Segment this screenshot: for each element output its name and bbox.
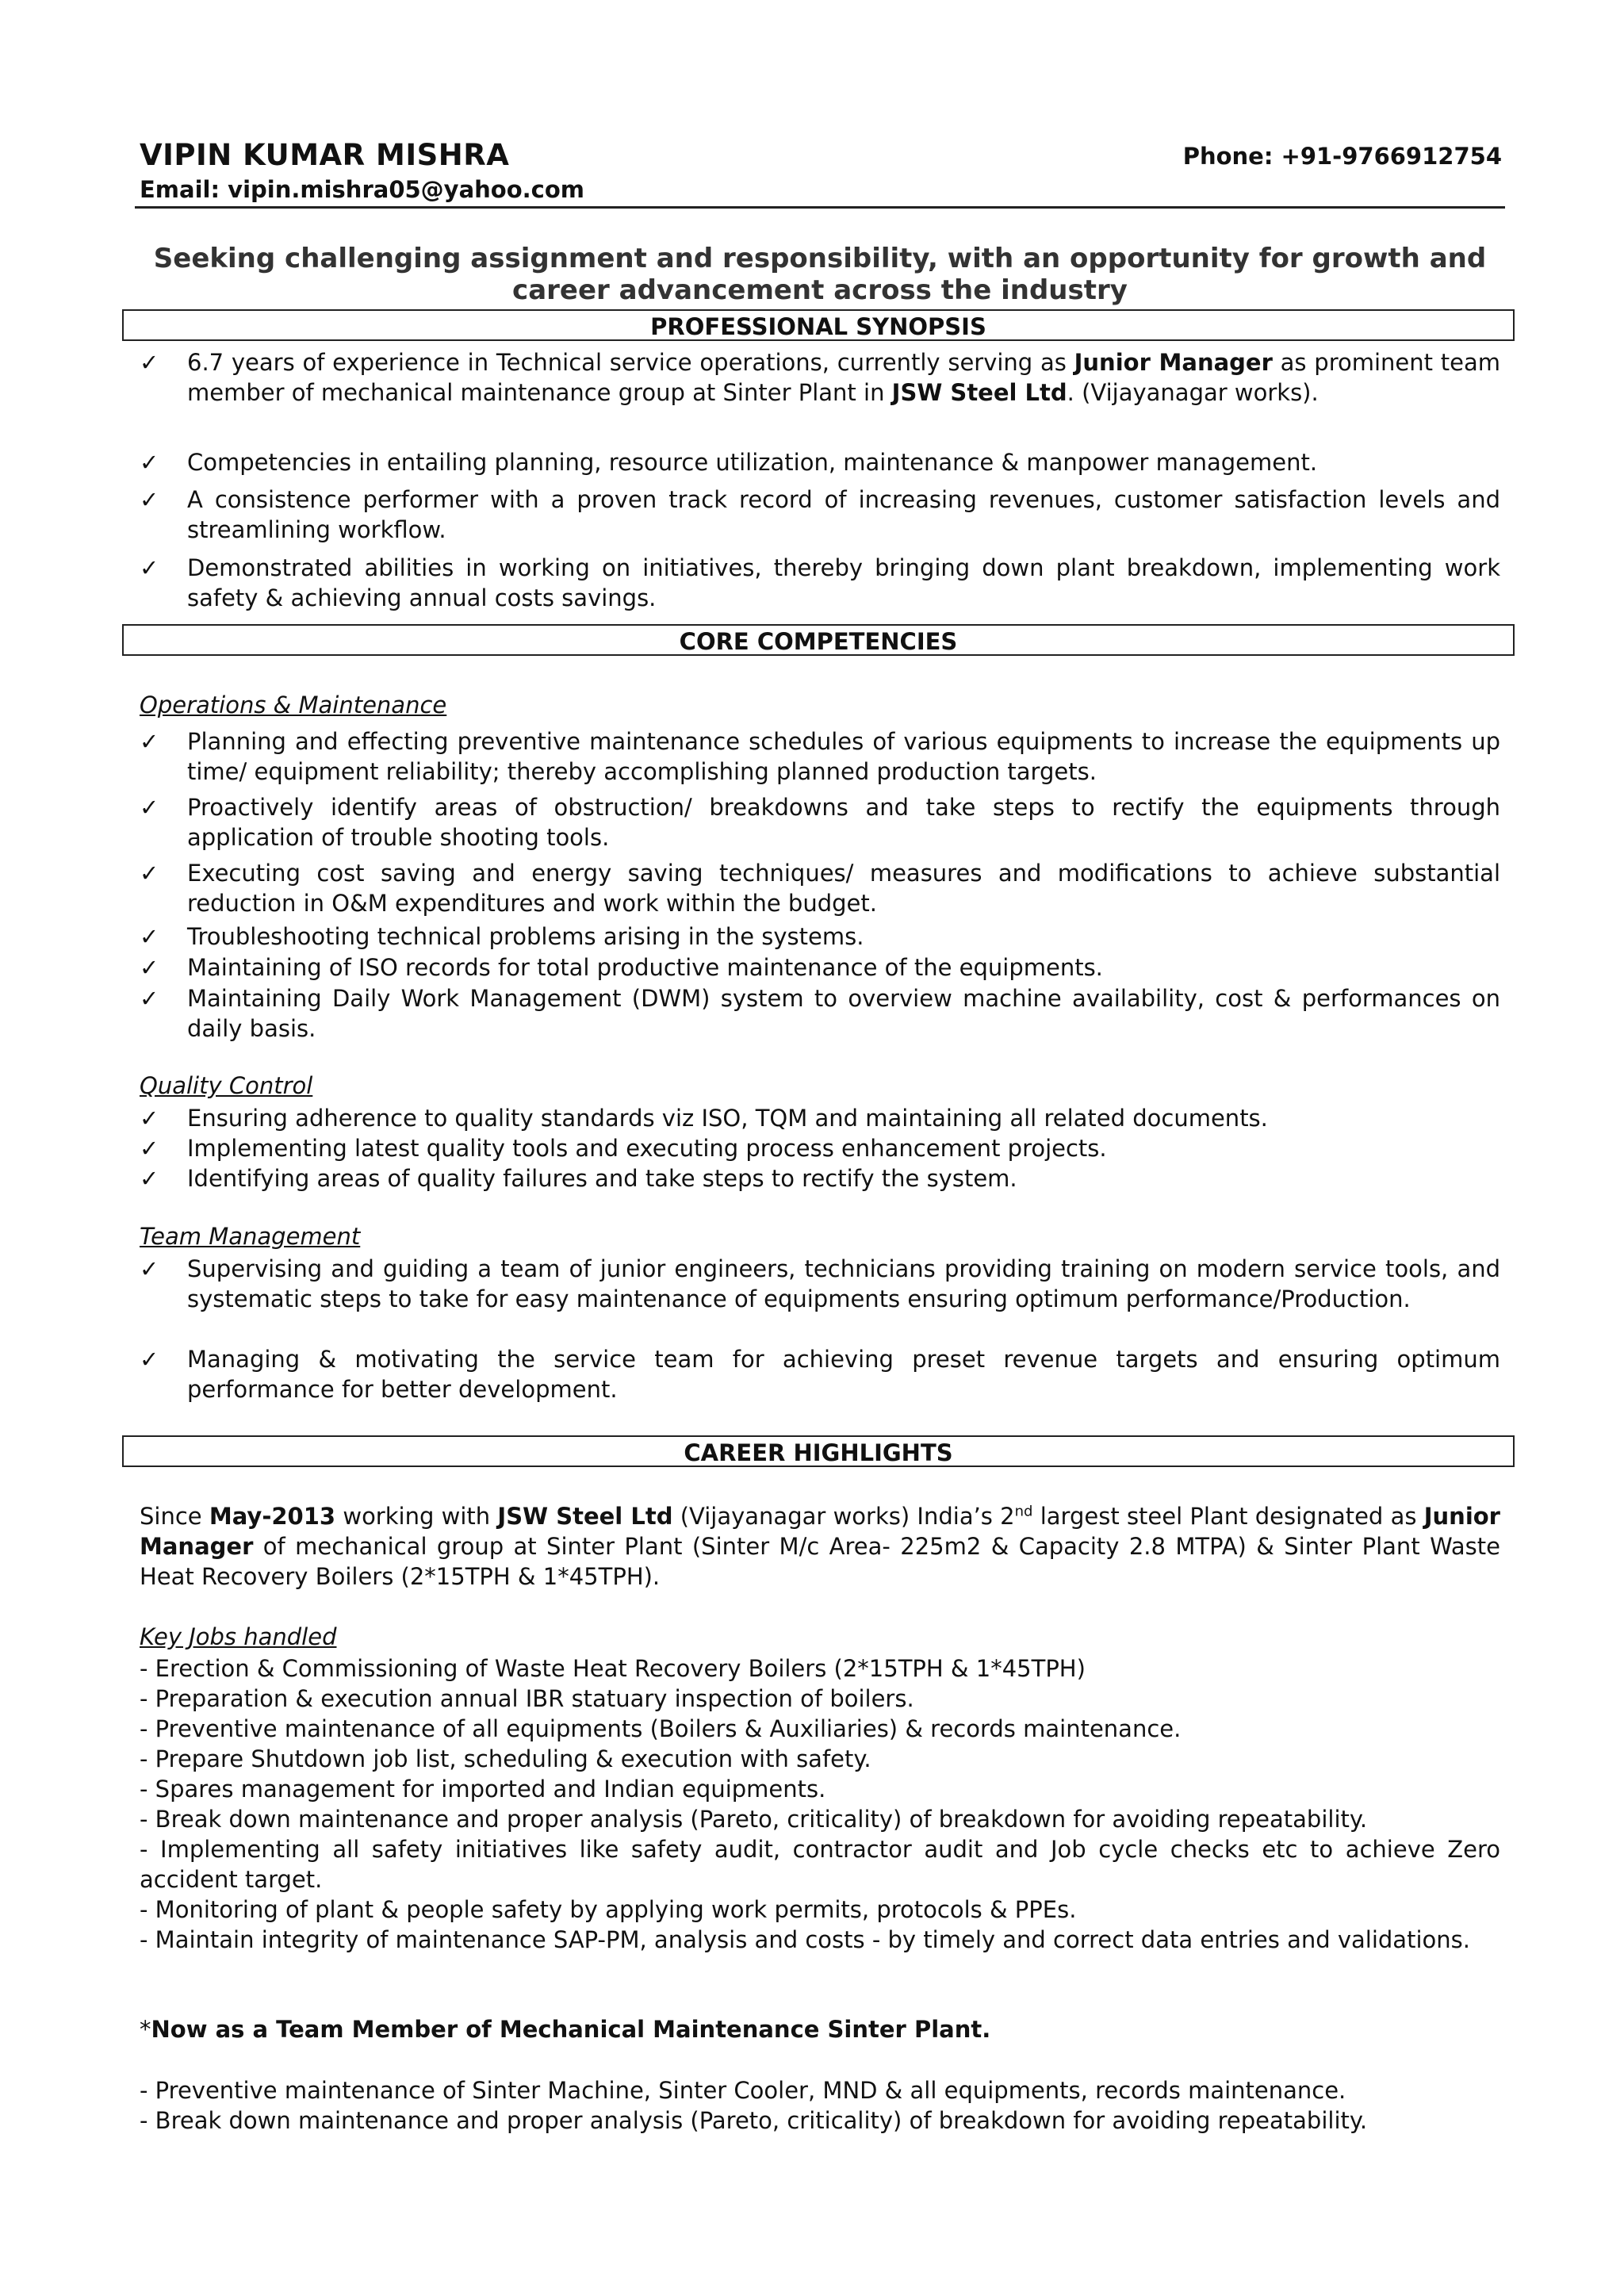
job-item: - Spares management for imported and Indian equipments. [140,1776,826,1803]
current-role-note: *Now as a Team Member of Mechanical Maintenance Sinter Plant. [140,2016,991,2043]
check-icon: ✓ [140,1346,159,1373]
competency-item: ✓ Maintaining Daily Work Management (DWM) system to overview machine availability, cost & performances on daily basis. [140,985,1500,1042]
job-item: - Break down maintenance and proper analysis (Pareto, criticality) of breakdown for avoiding repeatability. [140,1806,1368,1833]
synopsis-item: ✓ 6.7 years of experience in Technical service operations, currently serving as Junior Manager as prominent team member of mechanical maintenance group at Sinter Plant in JSW Steel Ltd. (Vijayanagar works). [140,349,1501,406]
check-icon: ✓ [140,794,159,821]
job-item: - Prepare Shutdown job list, scheduling & execution with safety. [140,1745,871,1772]
check-icon: ✓ [140,954,159,981]
competency-item: ✓ Maintaining of ISO records for total productive maintenance of the equipments. [140,954,1103,981]
synopsis-item: ✓ Demonstrated abilities in working on initiatives, thereby bringing down plant breakdown, implementing work safety & achieving annual costs savings. [140,554,1500,611]
competency-item: ✓ Supervising and guiding a team of junior engineers, technicians providing training on modern service tools, and systematic steps to take for easy maintenance of equipments ensuring optimum performance/Production. [140,1255,1500,1312]
job-item: - Monitoring of plant & people safety by applying work permits, protocols & PPEs. [140,1896,1077,1923]
current-job-item: - Preventive maintenance of Sinter Machine, Sinter Cooler, MND & all equipments, records maintenance. [140,2077,1346,2104]
subheading-team: Team Management [140,1223,361,1250]
job-item: - Preventive maintenance of all equipments (Boilers & Auxiliaries) & records maintenance. [140,1715,1182,1742]
check-icon: ✓ [140,923,159,950]
competency-item: ✓ Executing cost saving and energy saving techniques/ measures and modifications to achieve substantial reduction in O&M expenditures and work within the budget. [140,860,1500,917]
check-icon: ✓ [140,1165,159,1192]
check-icon: ✓ [140,1255,159,1282]
competency-item: ✓ Troubleshooting technical problems arising in the systems. [140,923,864,950]
competency-item: ✓ Ensuring adherence to quality standards viz ISO, TQM and maintaining all related documents. [140,1105,1268,1132]
check-icon: ✓ [140,486,159,513]
check-icon: ✓ [140,1135,159,1162]
synopsis-item: ✓ A consistence performer with a proven track record of increasing revenues, customer satisfaction levels and streamlining workflow. [140,486,1500,543]
job-item: - Maintain integrity of maintenance SAP-PM, analysis and costs - by timely and correct data entries and validations. [140,1926,1470,1953]
subheading-key-jobs: Key Jobs handled [140,1623,337,1650]
job-item: - Implementing all safety initiatives like safety audit, contractor audit and Job cycle checks etc to achieve Zero accident target. [140,1836,1500,1893]
current-job-item: - Break down maintenance and proper analysis (Pareto, criticality) of breakdown for avoiding repeatability. [140,2107,1368,2134]
candidate-name: VIPIN KUMAR MISHRA [140,138,510,172]
check-icon: ✓ [140,449,159,476]
synopsis-item: ✓ Competencies in entailing planning, resource utilization, maintenance & manpower management. [140,449,1318,476]
check-icon: ✓ [140,554,159,581]
competency-item: ✓ Planning and effecting preventive maintenance schedules of various equipments to increase the equipments up time/ equipment reliability; thereby accomplishing planned production targets. [140,728,1500,785]
job-title: Junior Manager [1074,349,1273,376]
check-icon: ✓ [140,1105,159,1132]
section-heading-synopsis: PROFESSIONAL SYNOPSIS [122,309,1515,341]
job-item: - Erection & Commissioning of Waste Heat Recovery Boilers (2*15TPH & 1*45TPH) [140,1655,1086,1682]
section-heading-competencies: CORE COMPETENCIES [122,624,1515,656]
subheading-quality: Quality Control [140,1072,313,1099]
check-icon: ✓ [140,860,159,887]
check-icon: ✓ [140,985,159,1012]
competency-item: ✓ Identifying areas of quality failures and take steps to rectify the system. [140,1165,1017,1192]
email-address: Email: vipin.mishra05@yahoo.com [140,176,584,203]
competency-item: ✓ Proactively identify areas of obstruction/ breakdowns and take steps to rectify the equipments through application of trouble shooting tools. [140,794,1500,851]
objective-statement: Seeking challenging assignment and responsibility, with an opportunity for growth and career advancement across the industry [153,243,1487,306]
header-divider [135,206,1505,209]
section-heading-career: CAREER HIGHLIGHTS [122,1435,1515,1467]
phone-number: Phone: +91-9766912754 [1182,143,1502,170]
career-summary: Since May-2013 working with JSW Steel Ltd (Vijayanagar works) India’s 2nd largest steel Plant designated as Junior Manager of mechanical group at Sinter Plant (Sinter M/c Area- 225m2 & Capacity 2.8 MTPA) & Sinter Plant Waste Heat Recovery Boilers (2*15TPH & 1*45TPH). [140,1503,1500,1590]
competency-item: ✓ Implementing latest quality tools and executing process enhancement projects. [140,1135,1107,1162]
competency-item: ✓ Managing & motivating the service team for achieving preset revenue targets and ensuring optimum performance for better development. [140,1346,1500,1403]
subheading-operations: Operations & Maintenance [140,692,447,718]
check-icon: ✓ [140,349,159,376]
check-icon: ✓ [140,728,159,755]
company-name: JSW Steel Ltd [891,379,1067,406]
job-item: - Preparation & execution annual IBR statuary inspection of boilers. [140,1685,914,1712]
